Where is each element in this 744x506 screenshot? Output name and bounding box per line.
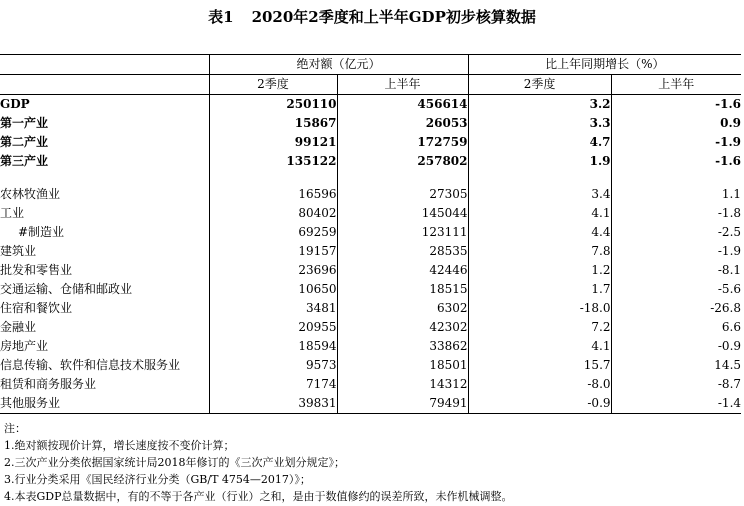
header-abs-h1: 上半年: [337, 75, 468, 95]
cell-abs-q2: 80402: [209, 204, 337, 223]
cell-abs-h1: 33862: [337, 337, 468, 356]
table-row: [0, 299, 741, 318]
cell-abs-h1: 18501: [337, 356, 468, 375]
note-item: 3.行业分类采用《国民经济行业分类（GB/T 4754—2017）》；: [4, 473, 311, 486]
cell-growth-q2: 3.4: [468, 185, 611, 204]
table-row: [0, 356, 741, 375]
cell-growth-h1: 14.5: [611, 356, 741, 375]
header-empty-cell: [0, 55, 209, 75]
header-growth-q2: 2季度: [468, 75, 611, 95]
gdp-table: [0, 54, 741, 414]
cell-abs-h1: 79491: [337, 394, 468, 414]
cell-abs-h1: 257802: [337, 152, 468, 171]
cell-abs-h1: 172759: [337, 133, 468, 152]
table-row-gdp: [0, 95, 741, 115]
cell-abs-q2: 135122: [209, 152, 337, 171]
cell-growth-q2: 1.2: [468, 261, 611, 280]
cell-growth-h1: -1.4: [611, 394, 741, 414]
cell-growth-q2: -18.0: [468, 299, 611, 318]
table-row: [0, 242, 741, 261]
table-row: [0, 185, 741, 204]
table-row-secondary: [0, 133, 741, 152]
table-number: 表1: [208, 8, 234, 26]
cell-growth-h1: -2.5: [611, 223, 741, 242]
cell-growth-q2: 1.9: [468, 152, 611, 171]
note-item: 2.三次产业分类依据国家统计局2018年修订的《三次产业划分规定》；: [4, 456, 345, 469]
row-label: 房地产业: [0, 339, 49, 353]
row-label: 工业: [0, 206, 25, 220]
cell-growth-h1: -8.7: [611, 375, 741, 394]
cell-growth-h1: -26.8: [611, 299, 741, 318]
cell-abs-h1: 123111: [337, 223, 468, 242]
cell-growth-h1: -5.6: [611, 280, 741, 299]
row-label: #制造业: [18, 225, 65, 239]
table-row: [0, 280, 741, 299]
row-label: 住宿和餐饮业: [0, 301, 73, 315]
cell-abs-q2: 19157: [209, 242, 337, 261]
cell-growth-h1: -1.6: [611, 95, 741, 115]
cell-abs-q2: 18594: [209, 337, 337, 356]
table-row: [0, 318, 741, 337]
cell-abs-h1: 42302: [337, 318, 468, 337]
cell-growth-q2: 4.1: [468, 204, 611, 223]
table-row: [0, 261, 741, 280]
row-label: GDP: [0, 97, 30, 111]
cell-growth-q2: 4.4: [468, 223, 611, 242]
header-growth-h1: 上半年: [611, 75, 741, 95]
cell-abs-h1: 14312: [337, 375, 468, 394]
cell-abs-q2: 99121: [209, 133, 337, 152]
cell-abs-q2: 250110: [209, 95, 337, 115]
row-label: 第一产业: [0, 116, 49, 130]
cell-growth-q2: 1.7: [468, 280, 611, 299]
cell-growth-h1: -0.9: [611, 337, 741, 356]
table-row-primary: [0, 114, 741, 133]
cell-abs-h1: 26053: [337, 114, 468, 133]
cell-abs-h1: 28535: [337, 242, 468, 261]
row-label: 第二产业: [0, 135, 49, 149]
cell-growth-h1: 1.1: [611, 185, 741, 204]
cell-abs-h1: 18515: [337, 280, 468, 299]
row-label: 交通运输、仓储和邮政业: [0, 282, 133, 296]
header-row-groups: [0, 55, 741, 75]
cell-growth-h1: 0.9: [611, 114, 741, 133]
cell-growth-q2: 7.8: [468, 242, 611, 261]
cell-growth-q2: 7.2: [468, 318, 611, 337]
cell-abs-h1: 42446: [337, 261, 468, 280]
cell-growth-q2: 3.3: [468, 114, 611, 133]
cell-abs-q2: 23696: [209, 261, 337, 280]
table-notes: [4, 420, 740, 505]
cell-growth-q2: -8.0: [468, 375, 611, 394]
cell-abs-q2: 15867: [209, 114, 337, 133]
cell-abs-q2: 10650: [209, 280, 337, 299]
cell-abs-q2: 69259: [209, 223, 337, 242]
cell-growth-h1: -8.1: [611, 261, 741, 280]
cell-growth-h1: -1.9: [611, 133, 741, 152]
cell-growth-h1: -1.6: [611, 152, 741, 171]
cell-growth-q2: -0.9: [468, 394, 611, 414]
row-label: 建筑业: [0, 244, 37, 258]
row-label: 信息传输、软件和信息技术服务业: [0, 358, 181, 372]
table-row: [0, 394, 741, 414]
cell-growth-h1: 6.6: [611, 318, 741, 337]
row-label: 租赁和商务服务业: [0, 377, 97, 391]
cell-abs-q2: 20955: [209, 318, 337, 337]
header-growth-rate: 比上年同期增长（%）: [468, 55, 741, 75]
cell-growth-h1: -1.8: [611, 204, 741, 223]
cell-abs-q2: 9573: [209, 356, 337, 375]
header-empty-cell: [0, 75, 209, 95]
cell-abs-q2: 7174: [209, 375, 337, 394]
table-row-tertiary: [0, 152, 741, 171]
cell-growth-q2: 15.7: [468, 356, 611, 375]
table-row: [0, 204, 741, 223]
header-abs-q2: 2季度: [209, 75, 337, 95]
note-item: 4.本表GDP总量数据中，有的不等于各产业（行业）之和，是由于数值修约的误差所致，未作机械调整。: [4, 490, 513, 503]
note-item: 1.绝对额按现价计算，增长速度按不变价计算；: [4, 439, 235, 452]
cell-abs-q2: 3481: [209, 299, 337, 318]
row-label: 批发和零售业: [0, 263, 73, 277]
table-title: [0, 4, 744, 30]
table-row: [0, 337, 741, 356]
table-row: [0, 223, 741, 242]
cell-abs-q2: 39831: [209, 394, 337, 414]
header-absolute-value: 绝对额（亿元）: [209, 55, 468, 75]
row-label: 第三产业: [0, 154, 49, 168]
cell-abs-h1: 456614: [337, 95, 468, 115]
cell-growth-q2: 4.1: [468, 337, 611, 356]
spacer-row: [0, 171, 741, 185]
cell-growth-q2: 3.2: [468, 95, 611, 115]
cell-abs-h1: 145044: [337, 204, 468, 223]
notes-heading: 注：: [4, 422, 26, 435]
cell-growth-q2: 4.7: [468, 133, 611, 152]
cell-abs-h1: 27305: [337, 185, 468, 204]
cell-abs-h1: 6302: [337, 299, 468, 318]
table-title-text: 2020年2季度和上半年GDP初步核算数据: [251, 8, 536, 26]
table-row: [0, 375, 741, 394]
row-label: 金融业: [0, 320, 37, 334]
row-label: 其他服务业: [0, 394, 209, 414]
cell-growth-h1: -1.9: [611, 242, 741, 261]
cell-abs-q2: 16596: [209, 185, 337, 204]
header-row-periods: [0, 75, 741, 95]
row-label: 农林牧渔业: [0, 187, 61, 201]
